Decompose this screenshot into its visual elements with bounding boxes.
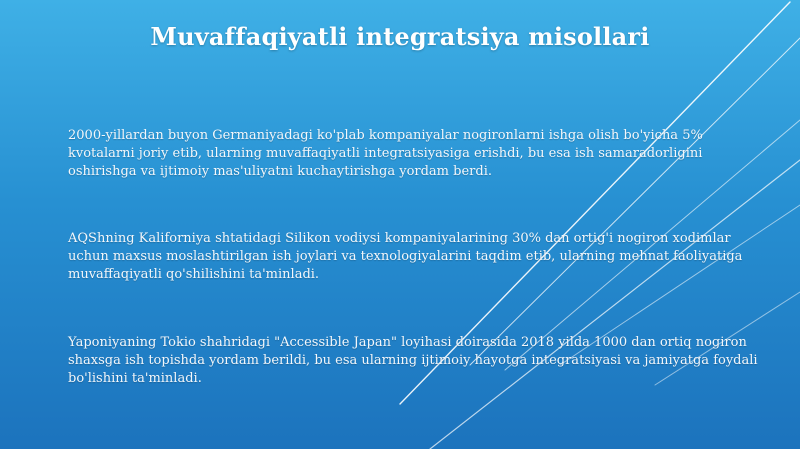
- slide-title: Muvaffaqiyatli integratsiya misollari: [150, 22, 650, 51]
- paragraph-japan: Yaponiyaning Tokio shahridagi "Accessible Japan" loyihasi doirasida 2018 yilda 1000 dan ortiq nogiron shaxsga ish topishda yordam berildi, bu esa ularning ijtimoiy hayotga integratsiyasi va jamiyatga foydali bo'lishini ta'minladi.: [68, 335, 758, 386]
- deco-line: [430, 160, 800, 449]
- deco-line: [470, 38, 800, 365]
- paragraph-usa: AQShning Kaliforniya shtatidagi Silikon vodiysi kompaniyalarining 30% dan ortig'i nogiron xodimlar uchun maxsus moslashtirilgan ish joylari va texnologiyalarini taqdim etib, ularning mehnat faoliyatiga muvaffaqiyatli qo'shilishini ta'minladi.: [68, 231, 743, 282]
- paragraph-germany: 2000-yillardan buyon Germaniyadagi ko'plab kompaniyalar nogironlarni ishga olish bo'yicha 5% kvotalarni joriy etib, ularning muvaffaqiyatli integratsiyasiga erishdi, bu esa ish samaradorligini oshirishga va ijtimoiy mas'uliyatni kuchaytirishga yordam berdi.: [68, 128, 703, 179]
